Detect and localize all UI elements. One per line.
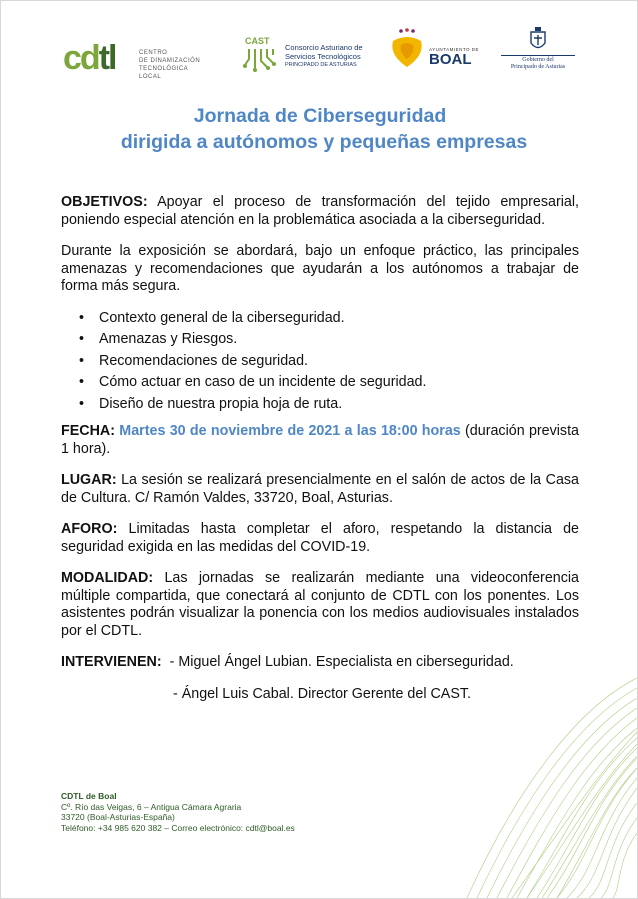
speaker-1: - Miguel Ángel Lubian. Especialista en ciberseguridad. — [169, 654, 514, 670]
aforo-paragraph — [61, 521, 579, 556]
aforo-label: AFORO: — [61, 521, 118, 537]
list-item: • Contexto general de la ciberseguridad. — [99, 310, 579, 328]
boal-ayuntamiento: AYUNTAMIENTO DE — [429, 47, 480, 52]
list-item: • Amenazas y Riesgos. — [99, 331, 579, 349]
footer-address-2: 33720 (Boal-Asturias-España) — [61, 812, 175, 822]
circuit-icon — [241, 35, 281, 75]
modalidad-paragraph — [61, 570, 579, 640]
lugar-text: La sesión se realizará presencialmente en el salón de actos de la Casa de Cultura. C/ Ramón Valdes, 33720, Boal, Asturias. — [61, 472, 579, 506]
footer-address-1: Cº. Río das Veigas, 6 – Antigua Cámara Agraria — [61, 801, 242, 812]
speaker-2: - Ángel Luis Cabal. Director Gerente del CAST. — [173, 685, 471, 702]
list-item: • Recomendaciones de seguridad. — [99, 353, 579, 371]
boal-name: BOAL — [429, 51, 472, 68]
footer-contact — [61, 791, 361, 833]
objetivos-label: OBJETIVOS: — [61, 194, 148, 210]
cast-mark-text: CAST — [245, 36, 270, 46]
asturias-crest-icon — [529, 27, 547, 53]
boal-logo — [387, 23, 487, 83]
footer-contact-line: Teléfono: +34 985 620 382 – Correo electrónico: cdtl@boal.es — [61, 822, 295, 833]
objetivos-text: Apoyar el proceso de transformación del tejido empresarial, poniendo especial atención en la problemática asociada a la ciberseguridad. — [61, 194, 579, 228]
document-title — [1, 103, 638, 155]
exposicion-paragraph: Durante la exposición se abordará, bajo un enfoque práctico, las principales amenazas y recomendaciones que ayudarán a los autónomos a trabajar de forma más segura. — [61, 243, 579, 294]
fecha-value: Martes 30 de noviembre de 2021 a las 18:00 horas — [115, 423, 461, 439]
footer-org-name: CDTL de Boal — [61, 791, 117, 801]
gobierno-divider — [501, 55, 575, 56]
title-line-2: dirigida a autónomos y pequeñas empresas — [120, 131, 528, 153]
lugar-paragraph — [61, 472, 579, 507]
gobierno-text: Gobierno del Principado de Asturias — [510, 57, 566, 70]
modalidad-text: Las jornadas se realizarán mediante una videoconferencia múltiple compartida, que conectará al conjunto de CDTL con los ponentes. Los asistentes podrán visualizar la ponencia con los medios audiovisuales instalados por el CDTL. — [61, 570, 579, 639]
fecha-extra: (duración prevista 1 hora). — [61, 423, 580, 457]
cast-text: Consorcio Asturiano de Servicios Tecnológicos PRINCIPADO DE ASTURIAS — [285, 43, 363, 68]
gobierno-asturias-logo — [495, 23, 581, 83]
modalidad-label: MODALIDAD: — [61, 570, 154, 586]
fecha-paragraph — [61, 423, 579, 458]
header-logos — [61, 23, 581, 83]
list-item: • Cómo actuar en caso de un incidente de seguridad. — [99, 374, 579, 392]
lugar-label: LUGAR: — [61, 472, 117, 488]
aforo-text: Limitadas hasta completar el aforo, respetando la distancia de seguridad exigida en las medidas del COVID-19. — [61, 521, 579, 555]
cdtl-logo — [61, 23, 201, 83]
cast-logo — [239, 23, 379, 83]
fecha-label: FECHA: — [61, 423, 116, 439]
topics-list — [61, 310, 579, 414]
title-line-1: Jornada de Ciberseguridad — [193, 105, 447, 127]
cdtl-wordmark: cdtl — [63, 39, 116, 77]
list-item: • Diseño de nuestra propia hoja de ruta. — [99, 396, 579, 414]
decorative-wave-lines — [437, 668, 637, 898]
boal-crest-icon — [387, 27, 427, 71]
document-body — [61, 194, 579, 703]
objetivos-paragraph — [61, 194, 579, 229]
intervienen-label: INTERVIENEN: — [61, 654, 162, 670]
cdtl-subtitle: CENTRO DE DINAMIZACIÓN TECNOLÓGICA LOCAL — [139, 50, 201, 80]
